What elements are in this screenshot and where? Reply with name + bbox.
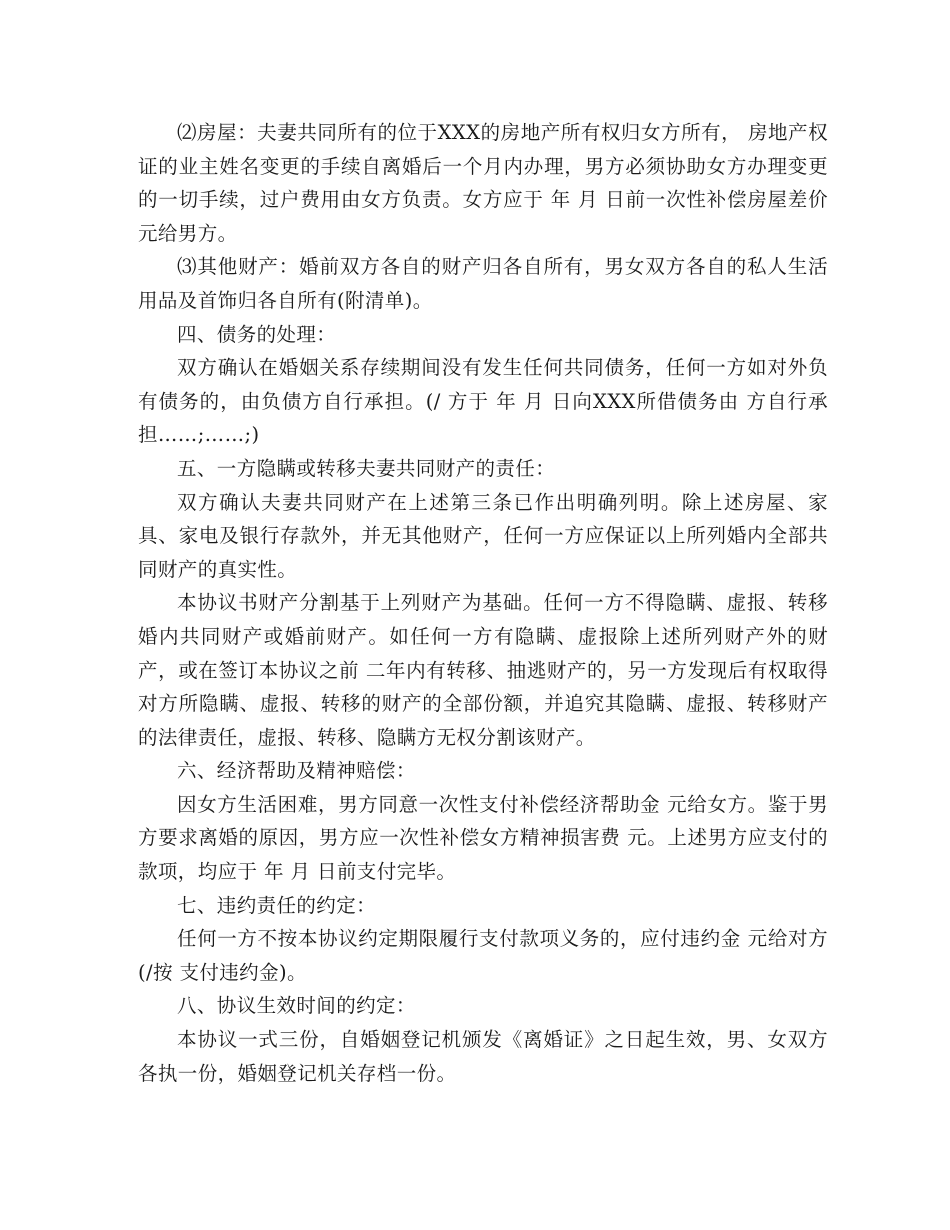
document-body [138,116,835,1090]
paragraph-other-property: ⑶其他财产：婚前双方各自的财产归各自所有，男女双方各自的私人生活用品及首饰归各自所有(附清单)。 [138,255,828,312]
paragraph-debt-handling: 双方确认在婚姻关系存续期间没有发生任何共同债务，任何一方如对外负有债务的，由负债方自行承担。(/ 方于 年 月 日向XXX所借债务由 方自行承担……;……;) [138,356,828,447]
paragraph-property-division-basis: 本协议书财产分割基于上列财产为基础。任何一方不得隐瞒、虚报、转移婚内共同财产或婚前财产。如任何一方有隐瞒、虚报除上述所列财产外的财产，或在签订本协议之前 二年内有转移、抽逃财产的，另一方发现后有权取得对方所隐瞒、虚报、转移的财产的全部份额，并追究其隐瞒、虚报、转移财产的法律责任，虚报、转移、隐瞒方无权分割该财产。 [138,591,828,749]
heading-economic-aid: 六、经济帮助及精神赔偿： [177,759,416,783]
heading-effective-time: 八、协议生效时间的约定： [177,994,416,1018]
paragraph-joint-property-confirmation: 双方确认夫妻共同财产在上述第三条已作出明确列明。除上述房屋、家具、家电及银行存款外，并无其他财产，任何一方应保证以上所列婚内全部共同财产的真实性。 [138,490,828,581]
paragraph-breach-liability: 任何一方不按本协议约定期限履行支付款项义务的，应付违约金 元给对方(/按 支付违约金)。 [138,927,828,984]
paragraph-house-property: ⑵房屋：夫妻共同所有的位于XXX的房地产所有权归女方所有， 房地产权证的业主姓名变更的手续自离婚后一个月内办理，男方必须协助女方办理变更的一切手续，过户费用由女方负责。女方应于 年 月 日前一次性补偿房屋差价 元给男方。 [138,121,835,245]
heading-breach-liability: 七、违约责任的约定： [177,893,377,917]
paragraph-effective-time: 本协议一式三份，自婚姻登记机颁发《离婚证》之日起生效，男、女双方各执一份，婚姻登记机关存档一份。 [138,1028,828,1085]
heading-debt-handling: 四、债务的处理： [177,322,337,346]
heading-concealment-liability: 五、一方隐瞒或转移夫妻共同财产的责任： [177,456,556,480]
paragraph-economic-aid: 因女方生活困难，男方同意一次性支付补偿经济帮助金 元给女方。鉴于男方要求离婚的原因，男方应一次性补偿女方精神损害费 元。上述男方应支付的款项，均应于 年 月 日前支付完毕。 [138,792,828,884]
